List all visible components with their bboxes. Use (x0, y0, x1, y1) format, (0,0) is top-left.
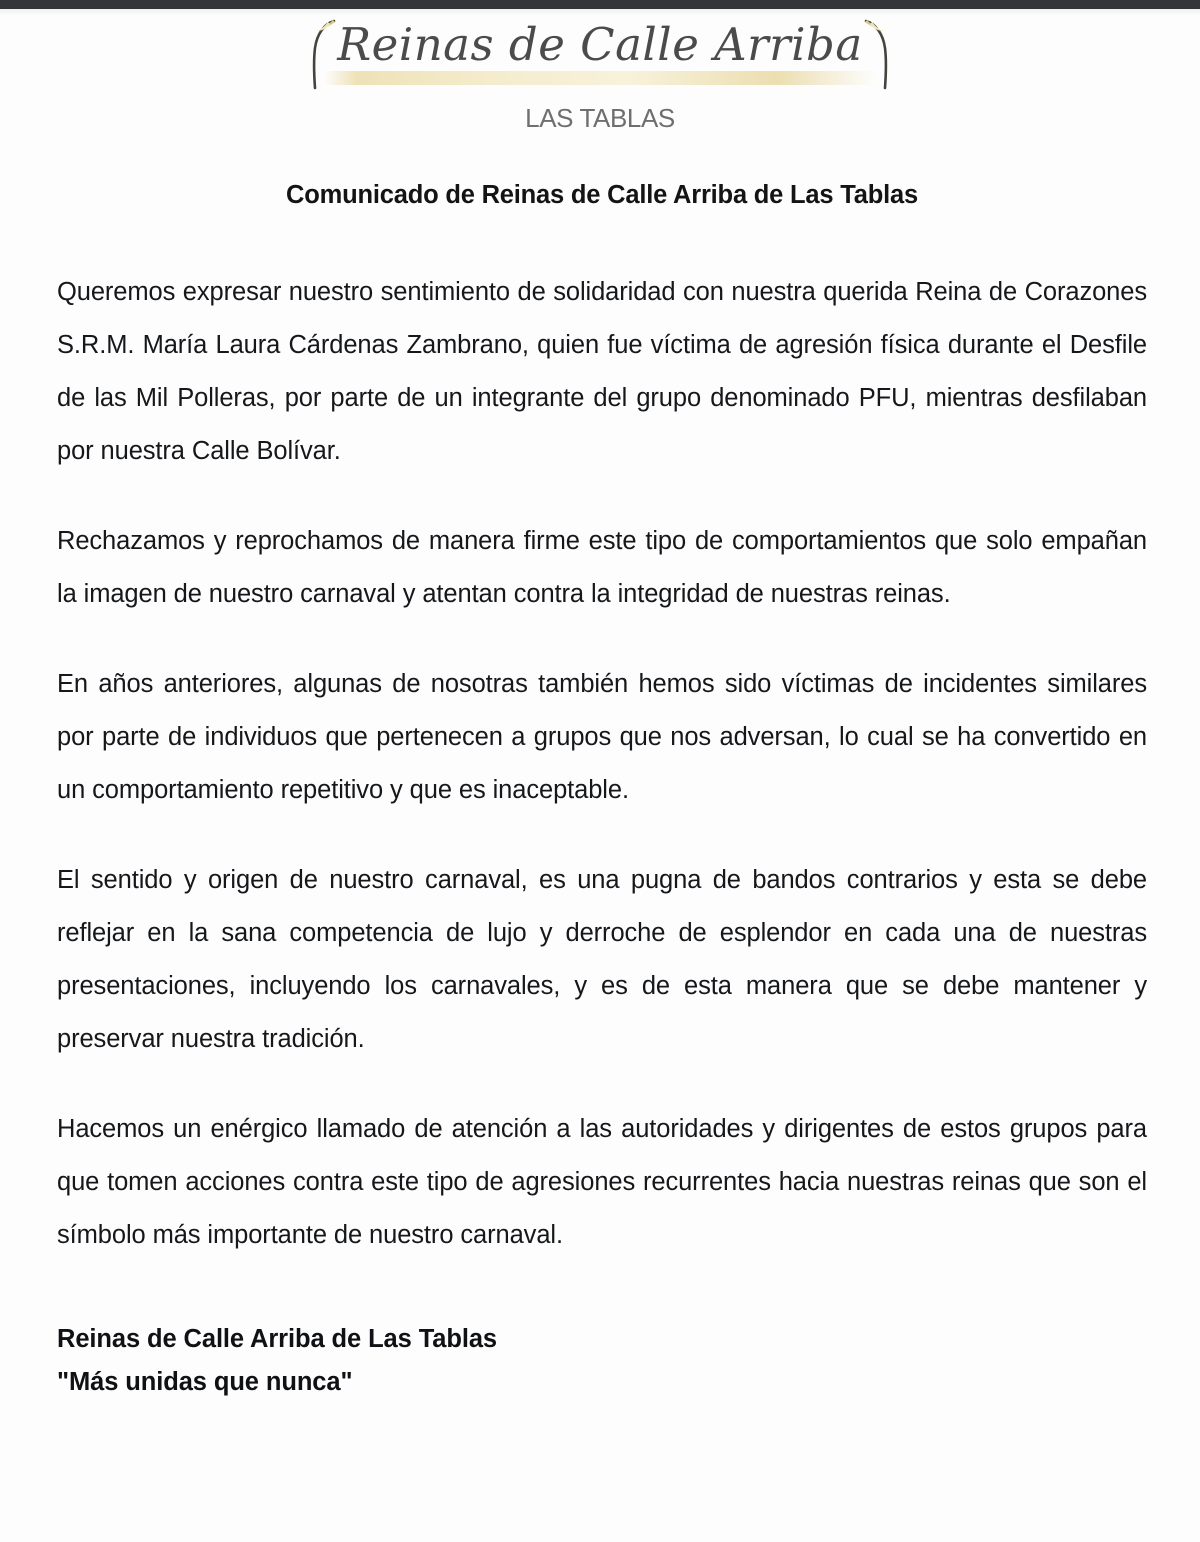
logo-script-text: Reinas de Calle Arriba (337, 18, 863, 71)
paragraph-4: El sentido y origen de nuestro carnaval, es una pugna de bandos contrarios y esta se debe reflejar en la sana competencia de lujo y derroche de esplendor en cada una de nuestras presentaciones, incluyendo los carnavales, y es de esta manera que se debe mantener y preservar nuestra tradición. (57, 866, 1147, 1053)
paragraph-5: Hacemos un enérgico llamado de atención a las autoridades y dirigentes de estos grupos para que tomen acciones contra este tipo de agresiones recurrentes hacia nuestras reinas que son el símbolo más importante de nuestro carnaval. (57, 1115, 1147, 1249)
logo-mark (310, 14, 890, 94)
logo-subtitle: LAS TABLAS (525, 103, 675, 133)
window-top-bar (0, 0, 1200, 9)
signature-motto: "Más unidas que nunca" (57, 1368, 353, 1396)
paragraph-2: Rechazamos y reprochamos de manera firme este tipo de comportamientos que solo empañan la imagen de nuestro carnaval y atentan contra la integridad de nuestras reinas. (57, 527, 1147, 608)
paragraph-3: En años anteriores, algunas de nosotras también hemos sido víctimas de incidentes similares por parte de individuos que pertenecen a grupos que nos adversan, lo cual se ha convertido en un comportamiento repetitivo y que es inaceptable. (57, 670, 1147, 804)
paragraph-1: Queremos expresar nuestro sentimiento de solidaridad con nuestra querida Reina de Corazones S.R.M. María Laura Cárdenas Zambrano, quien fue víctima de agresión física durante el Desfile de las Mil Polleras, por parte de un integrante del grupo denominado PFU, mientras desfilaban por nuestra Calle Bolívar. (57, 278, 1147, 465)
signature-organization: Reinas de Calle Arriba de Las Tablas (57, 1325, 497, 1353)
communique-body (57, 180, 1147, 1404)
signature-block (57, 1318, 1147, 1404)
organization-logo (0, 14, 1200, 134)
page-title: Comunicado de Reinas de Calle Arriba de Las Tablas (286, 181, 918, 209)
